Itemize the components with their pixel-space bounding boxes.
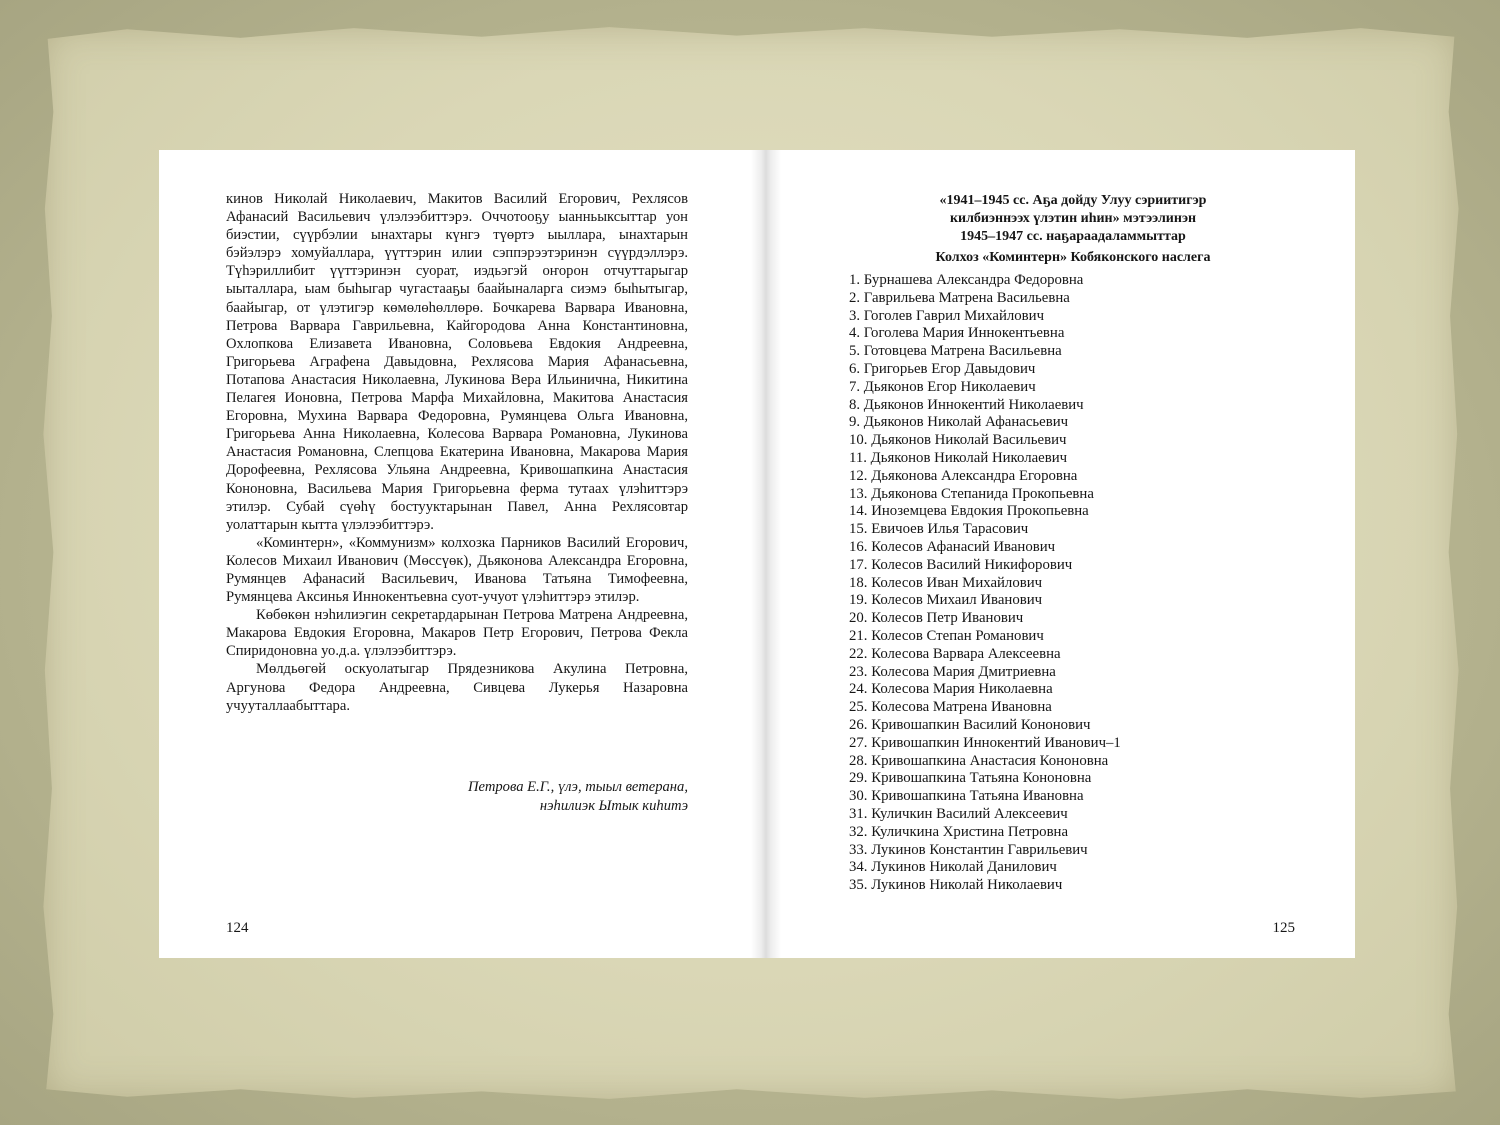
author-signature — [226, 778, 688, 816]
list-subheading: Колхоз «Коминтерн» Кобяконского наслега — [935, 250, 1211, 265]
list-item: 10. Дьяконов Николай Васильевич — [849, 432, 1067, 449]
left-page — [226, 150, 688, 958]
list-item: 29. Кривошапкина Татьяна Кононовна — [849, 770, 1092, 787]
signature-line-2: нэһилиэк Ытык киһитэ — [539, 798, 688, 814]
left-page-text — [226, 190, 688, 715]
page-number-left: 124 — [226, 920, 249, 936]
paragraph-4: Мөлдьөгөй оскуолатыгар Прядезникова Акулина Петровна, Аргунова Федора Андреевна, Сивцева Лукерья Назаровна учууталлаабыттара. — [226, 661, 688, 714]
list-item: 27. Кривошапкин Иннокентий Иванович–1 — [849, 734, 1121, 751]
list-item: 12. Дьяконова Александра Егоровна — [849, 467, 1078, 484]
heading-line-2: килбиэннээх үлэтин иһин» мэтээлинэн — [949, 211, 1197, 226]
heading-line-1: «1941–1945 сс. Аҕа дойду Улуу сэриитигэр — [939, 193, 1207, 208]
paragraph-2: «Коминтерн», «Коммунизм» колхозка Парников Василий Егорович, Колесов Михаил Иванович (Мөссүөк), Дьяконова Александра Егоровна, Румянцев Афанасий Васильевич, Иванова Татьяна Тимофеевна, Румянцева Аксинья Иннокентьевна суот-учуот үлэһиттэрэ этилэр. — [226, 534, 688, 606]
list-item: 2. Гаврильева Матрена Васильевна — [849, 289, 1070, 306]
list-item: 34. Лукинов Николай Данилович — [849, 859, 1057, 876]
list-heading — [849, 192, 1297, 246]
list-item: 17. Колесов Василий Никифорович — [849, 556, 1073, 573]
paragraph-1: кинов Николай Николаевич, Макитов Василий Егорович, Рехлясов Афанасий Васильевич үлэлээбиттэрэ. Оччотооҕу ыанньыксыттар уон биэстии, сүүрбэлии ынахтары күнгэ түөртэ ыыллара, ынахтарын бэйэлэрэ хомуйаллара, үүттэрин илии сэппэрээтэринэн сүүрдэллэрэ. Түһэриллибит үүттэринэн суорат, иэдьэгэй оҥорон отчуттарыгар ыыталлара, ыам быһыгар чугастааҕы баайыналарга сиэмэ быһытыгар, баайыгар, от үлэтигэр көмөлөһөллөрө. Бочкарева Варвара Ивановна, Петрова Варвара Гаврильевна, Кайгородова Анна Константиновна, Охлопкова Елизавета Ивановна, Соловьева Евдокия Андреевна, Григорьева Аграфена Давыдовна, Рехлясова Мария Афанасьевна, Потапова Анастасия Николаевна, Лукинова Вера Ильинична, Никитина Пелагея Ионовна, Петрова Марфа Михайловна, Макитова Анастасия Егоровна, Мухина Варвара Федоровна, Румянцева Ольга Ивановна, Григорьева Анна Николаевна, Колесова Варвара Романовна, Лукинова Анастасия Романовна, Слепцова Екатерина Ивановна, Макарова Мария Дорофеевна, Рехлясова Ульяна Андреевна, Кривошапкина Анастасия Кононовна, Васильева Мария Григорьевна ферма тутаах үлэһиттэрэ этилэр. Субай сүөһү бостууктарынан Павел, Анна Рехлясовтар уолаттарын кытта үлэлээбиттэрэ. — [226, 191, 688, 533]
list-item: 8. Дьяконов Иннокентий Николаевич — [849, 396, 1084, 413]
book-gutter — [751, 150, 781, 958]
list-item: 26. Кривошапкин Василий Кононович — [849, 716, 1091, 733]
list-item: 30. Кривошапкина Татьяна Ивановна — [849, 788, 1084, 805]
list-item: 11. Дьяконов Николай Николаевич — [849, 449, 1068, 466]
paragraph-3: Көбөкөн нэһилиэгин секретардарынан Петрова Матрена Андреевна, Макарова Евдокия Егоровна, Макаров Петр Егорович, Петрова Фекла Спиридоновна уо.д.а. үлэлээбиттэрэ. — [226, 607, 688, 660]
right-page — [849, 150, 1297, 958]
signature-line-1: Петрова Е.Г., үлэ, тыыл ветерана, — [468, 779, 688, 795]
list-item: 31. Куличкин Василий Алексеевич — [849, 805, 1068, 822]
list-item: 3. Гоголев Гаврил Михайлович — [849, 307, 1045, 324]
list-item: 32. Куличкина Христина Петровна — [849, 823, 1069, 840]
book-spread-scan — [159, 150, 1355, 958]
list-item: 28. Кривошапкина Анастасия Кононовна — [849, 752, 1109, 769]
list-item: 9. Дьяконов Николай Афанасьевич — [849, 414, 1069, 431]
list-item: 21. Колесов Степан Романович — [849, 627, 1044, 644]
list-item: 19. Колесов Михаил Иванович — [849, 592, 1043, 609]
page-number-right: 125 — [1272, 920, 1295, 936]
list-item: 20. Колесов Петр Иванович — [849, 610, 1024, 627]
list-item: 14. Иноземцева Евдокия Прокопьевна — [849, 503, 1089, 520]
list-item: 15. Евичоев Илья Тарасович — [849, 521, 1029, 538]
list-item: 24. Колесова Мария Николаевна — [849, 681, 1053, 698]
list-item: 5. Готовцева Матрена Васильевна — [849, 343, 1062, 360]
list-item: 13. Дьяконова Степанида Прокопьевна — [849, 485, 1094, 502]
list-item: 35. Лукинов Николай Николаевич — [849, 877, 1063, 894]
list-item: 25. Колесова Матрена Ивановна — [849, 699, 1052, 716]
list-item: 22. Колесова Варвара Алексеевна — [849, 645, 1061, 662]
list-item: 4. Гоголева Мария Иннокентьевна — [849, 325, 1065, 342]
list-item: 6. Григорьев Егор Давыдович — [849, 360, 1036, 377]
awardee-list — [849, 272, 1121, 895]
list-item: 18. Колесов Иван Михайлович — [849, 574, 1043, 591]
list-item: 16. Колесов Афанасий Иванович — [849, 538, 1056, 555]
list-item: 1. Бурнашева Александра Федоровна — [849, 272, 1084, 288]
list-item: 7. Дьяконов Егор Николаевич — [849, 378, 1036, 395]
list-item: 33. Лукинов Константин Гаврильевич — [849, 841, 1088, 858]
heading-line-3: 1945–1947 сс. наҕараадаламмыттар — [960, 229, 1186, 244]
list-item: 23. Колесова Мария Дмитриевна — [849, 663, 1056, 680]
